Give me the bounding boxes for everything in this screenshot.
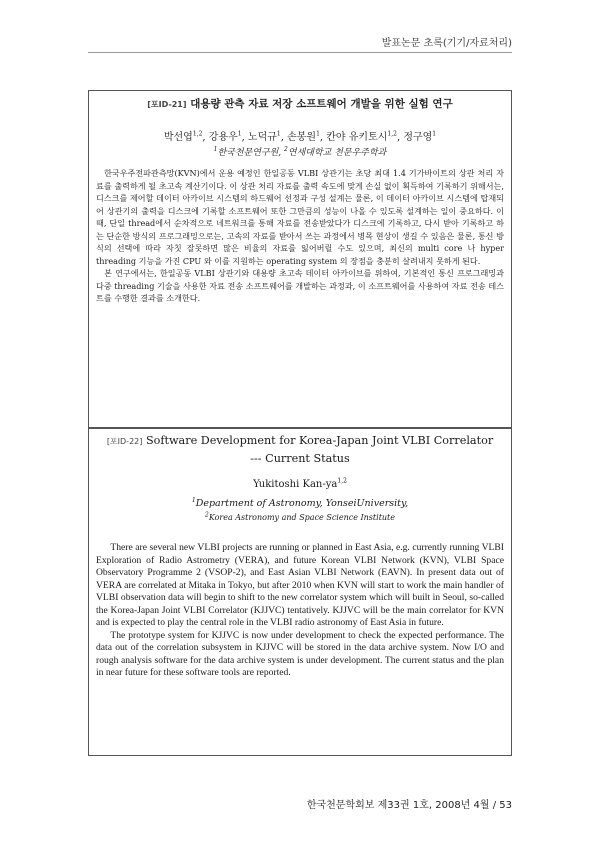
- affil-marker: 1: [213, 146, 218, 153]
- abstract-body: [96, 542, 504, 680]
- author-marker: 1: [316, 130, 320, 138]
- author-marker: 1: [276, 130, 281, 138]
- affiliation-2: 연세대학교 천문우주학과: [287, 148, 387, 158]
- author-name: 강용우: [208, 132, 238, 143]
- affil-marker: 2: [284, 146, 288, 153]
- author-name: 손봉원: [287, 132, 317, 143]
- abstract-title: [89, 96, 511, 111]
- abstract-code: [포ID-22]: [106, 437, 143, 446]
- affiliation-1: 한국천문연구원,: [217, 148, 285, 158]
- abstract-title-text: 대용량 관측 자료 저장 소프트웨어 개발을 위한 실험 연구: [190, 98, 453, 110]
- author-name: 칸야 유키토시: [326, 132, 388, 143]
- abstract-title-line2: --- Current Status: [250, 452, 350, 465]
- affiliations: [89, 145, 511, 158]
- affil-marker: 1: [191, 496, 196, 504]
- affiliation-text: Korea Astronomy and Space Science Institute: [208, 513, 396, 522]
- author-name: 박선엽: [163, 132, 193, 143]
- author-marker: 1: [237, 130, 242, 138]
- page-footer: 한국천문학회보 제33권 1호, 2008년 4월 / 53: [306, 800, 512, 811]
- abstract-box-22: [88, 428, 512, 756]
- body-paragraph: 한국우주전파관측망(KVN)에서 운용 예정인 한일공동 VLBI 상관기는 초당 최대 1.4 기가바이트의 상관 처리 자료를 출력하게 될 초고속 계산기이다. 이 상관 처리 자료를 출력 속도에 맞게 손실 없이 획득하여 기록하기 위해서는, 디스크를 제어할 데이터 아카이브 시스템의 하드웨어 선정과 구성 설계는 물론, 이 데이터 아카이브 시스템에 탑재되어 상관기의 출력을 디스크에 기록할 소프트웨어 또한 그만큼의 성능이 나올 수 있도록 설계하는 일이 중요하다. 이 때, 단일 thread에서 순차적으로 네트워크를 통해 자료를 전송받았다가 디스크에 기록하고, 다시 받아 기록하고 하는 단순한 방식의 프로그래밍으로는, 고속의 자료를 받아서 쓰는 과정에서 병목 현상이 생길 수 있음은 물론, 통신 방식의 선택에 따라 자칫 잘못하면 많은 비율의 자료를 잃어버릴 수도 있으며, 최신의 multi core 나 hyper threading 기능을 가진 CPU 와 이를 지원하는 operating system 의 장점을 충분히 살려내지 못하게 된다.: [96, 168, 504, 266]
- abstract-title: [89, 432, 511, 467]
- affil-marker: 2: [204, 511, 209, 519]
- body-paragraph: 본 연구에서는, 한일공동 VLBI 상관기와 대용량 초고속 데이터 아카이브를 위하여, 기본적인 통신 프로그래밍과 다중 threading 기술을 사용한 자료 전송 소프트웨어를 개발하는 과정과, 이 소프트웨어를 사용하여 자료 전송 테스트를 수행한 결과를 소개한다.: [96, 268, 504, 303]
- abstract-box-21: [88, 90, 512, 428]
- abstract-title-line1: Software Development for Korea-Japan Joint VLBI Correlator: [145, 434, 494, 447]
- author-marker: 1: [432, 130, 437, 138]
- section-header: 발표논문 초록(기기/자료처리): [381, 38, 512, 49]
- abstract-code: [포ID-21]: [147, 100, 187, 109]
- body-paragraph: The prototype system for KJJVC is now under development to check the expected performance. The data out of the correlation subsystem in KJJVC will be stored in the data archive system. Now I/O and rough analysis software for the data archive system is under development. The current status and the plan in near future for these software tools are reported.: [96, 629, 504, 678]
- affiliation-text: Department of Astronomy, YonseiUniversity,: [195, 498, 409, 509]
- body-paragraph: There are several new VLBI projects are running or planned in East Asia, e.g. currently running VLBI Exploration of Radio Astrometry (VERA), and future Korean VLBI Network (KVN), VLBI Space Observatory Programme 2 (VSOP-2), and East Asian VLBI Network (EAVN). In present data out of VERA are correlated at Mitaka in Tokyo, but after 2010 when KVN will start to work the main handler of VLBI observation data will begin to shift to the new correlator system which will built in Seoul, so-called the Korea-Japan Joint VLBI Correlator (KJJVC) tentatively. KJJVC will be the main correlator for KVN and is expected to play the central role in the VLBI radio astronomy of East Asia in future.: [96, 542, 504, 628]
- author-marker: 1,2: [192, 130, 203, 138]
- author-name: [89, 479, 511, 490]
- affiliation-1: [89, 498, 511, 509]
- author-name: 노덕규: [247, 132, 277, 143]
- affiliation-2: [89, 513, 511, 522]
- author-marker: 1,2: [337, 477, 347, 485]
- author-marker: 1,2: [387, 130, 397, 138]
- author-name: 정구영: [403, 132, 433, 143]
- header-divider: [88, 52, 512, 53]
- author-text: Yukitoshi Kan-ya: [253, 479, 338, 490]
- abstract-body: [96, 167, 504, 305]
- author-list: 박선엽$^{1,2}$, 강용우$^1$, 노덕규$^1$, 손봉원$^1$, 칸야 유키토시$^{1,2}$, 정구영$^1$: [163, 130, 437, 143]
